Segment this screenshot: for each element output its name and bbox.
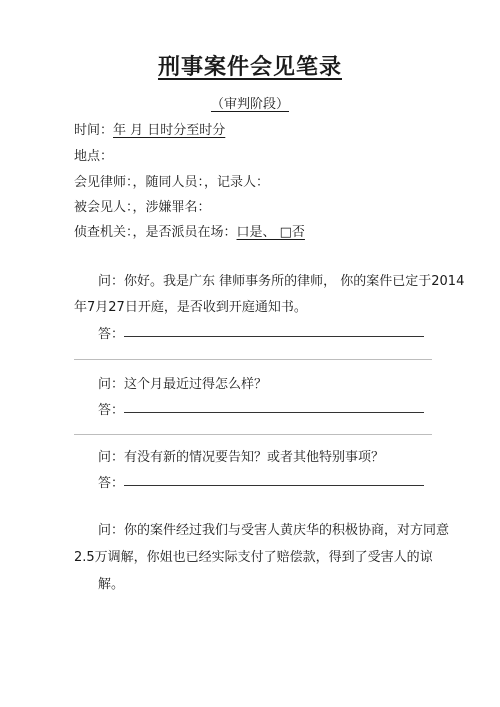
place-field: [74, 145, 113, 164]
document-title: 刑事案件会见笔录: [157, 55, 342, 80]
question-1-line-1: 问：你好。我是广东 律师事务所的律师， 你的案件已定于2014: [98, 274, 465, 289]
document-subtitle: （审判阶段）: [210, 97, 289, 112]
place-label: 地点：: [74, 149, 114, 164]
answer-3-line[interactable]: [124, 485, 424, 486]
answer-3-label: 答：: [98, 476, 125, 491]
answer-1-label: 答：: [98, 327, 125, 342]
question-1-line-2: 年7月27日开庭，是否收到开庭通知书。: [74, 300, 307, 315]
lawyer-field: 会见律师：，随同人员：，记录人：: [74, 175, 270, 190]
answer-2-label: 答：: [98, 403, 125, 418]
answer-2-line[interactable]: [124, 412, 424, 413]
agency-field: [74, 221, 305, 240]
question-4-line-1: 问：你的案件经过我们与受害人黄庆华的积极协商，对方同意: [98, 523, 450, 538]
answer-1-line[interactable]: [124, 336, 424, 337]
section-divider-2: [74, 434, 432, 435]
client-field: 被会见人：，涉嫌罪名：: [74, 200, 211, 215]
question-3-line-1: 问：有没有新的情况要告知？或者其他特别事项？: [98, 450, 385, 465]
time-field: [74, 119, 225, 138]
time-label: 时间：: [74, 123, 114, 138]
question-4-line-3: 解。: [98, 577, 125, 592]
question-4-line-2: 2.5万调解，你姐也已经实际支付了赔偿款，得到了受害人的谅: [74, 550, 433, 565]
section-divider-1: [74, 359, 432, 360]
time-value: 年 月 日时分至时分: [113, 123, 226, 138]
agency-options: 口是、 □否: [236, 225, 305, 240]
agency-label: 侦查机关：，是否派员在场：: [74, 225, 237, 240]
question-2-line-1: 问：这个月最近过得怎么样？: [98, 377, 268, 392]
